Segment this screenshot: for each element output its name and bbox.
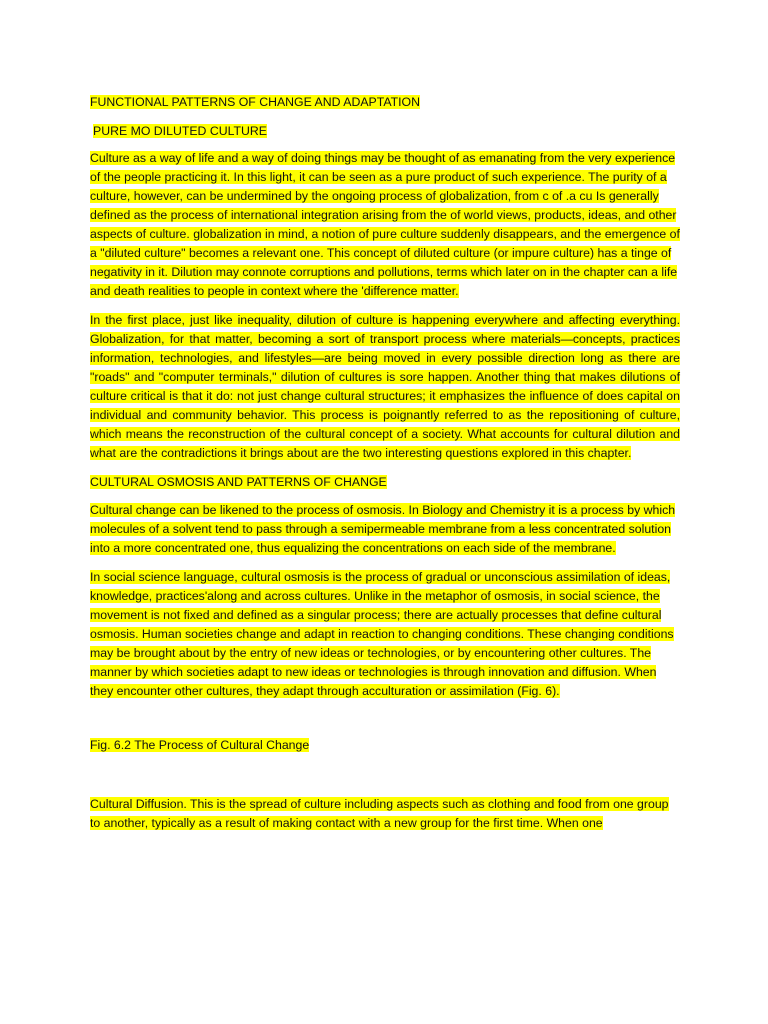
paragraph-cultural-diffusion xyxy=(90,795,680,833)
paragraph-dilution-first-place xyxy=(90,311,680,463)
figure-caption xyxy=(90,736,680,755)
paragraph-culture-way-of-life xyxy=(90,149,680,301)
heading-cultural-osmosis-text: CULTURAL OSMOSIS AND PATTERNS OF CHANGE xyxy=(90,475,387,489)
figure-caption-text: Fig. 6.2 The Process of Cultural Change xyxy=(90,738,310,752)
heading-pure-diluted-culture-text: PURE MO DILUTED CULTURE xyxy=(93,124,267,138)
paragraph-osmosis-definition xyxy=(90,501,680,558)
heading-functional-patterns xyxy=(90,93,680,111)
paragraph-cultural-diffusion-text: Cultural Diffusion. This is the spread of culture including aspects such as clothing and food from one group to another, typically as a result of making contact with a new group for the first time. When one xyxy=(90,797,669,830)
paragraph-dilution-first-place-text: In the first place, just like inequality, dilution of culture is happening everywhere and affecting everything. Globalization, for that matter, becoming a sort of transport process where materials—concepts, practices information, technologies, and lifestyles—are being moved in every possible direction long as there are "roads" and "computer terminals," dilution of cultures is sore happen. Another thing that makes dilutions of culture critical is that it do: not just change cultural structures; it emphasizes the influence of does capital on individual and community behavior. This process is poignantly referred to as the repositioning of culture, which means the reconstruction of the cultural concept of a society. What accounts for cultural dilution and what are the contradictions it brings about are the two interesting questions explored in this chapter. xyxy=(90,313,680,460)
paragraph-osmosis-definition-text: Cultural change can be likened to the process of osmosis. In Biology and Chemistry it is a process by which molecules of a solvent tend to pass through a semipermeable membrane from a less concentrated solution into a more concentrated one, thus equalizing the concentrations on each side of the membrane. xyxy=(90,503,676,555)
paragraph-social-science-osmosis xyxy=(90,568,680,701)
heading-pure-diluted-culture xyxy=(90,122,680,140)
heading-functional-patterns-text: FUNCTIONAL PATTERNS OF CHANGE AND ADAPTATION xyxy=(90,95,420,109)
heading-cultural-osmosis xyxy=(90,473,680,491)
paragraph-culture-way-of-life-text: Culture as a way of life and a way of doing things may be thought of as emanating from the very experience of the people practicing it. In this light, it can be seen as a pure product of such experience. The purity of a culture, however, can be undermined by the ongoing process of globalization, from c of .a cu Is generally defined as the process of international integration arising from the of world views, products, ideas, and other aspects of culture. globalization in mind, a notion of pure culture suddenly disappears, and the emergence of a "diluted culture" becomes a relevant one. This concept of diluted culture (or impure culture) has a tinge of negativity in it. Dilution may connote corruptions and pollutions, terms which later on in the chapter can a life and death realities to people in context where the 'difference matter. xyxy=(90,151,680,298)
paragraph-social-science-osmosis-text: In social science language, cultural osmosis is the process of gradual or unconscious assimilation of ideas, knowledge, practices'along and across cultures. Unlike in the metaphor of osmosis, in social science, the movement is not fixed and defined as a singular process; there are actually processes that define cultural osmosis. Human societies change and adapt in reaction to changing conditions. These changing conditions may be brought about by the entry of new ideas or technologies, or by encountering other cultures. The manner by which societies adapt to new ideas or technologies is through innovation and diffusion. When they encounter other cultures, they adapt through acculturation or assimilation (Fig. 6). xyxy=(90,570,674,698)
